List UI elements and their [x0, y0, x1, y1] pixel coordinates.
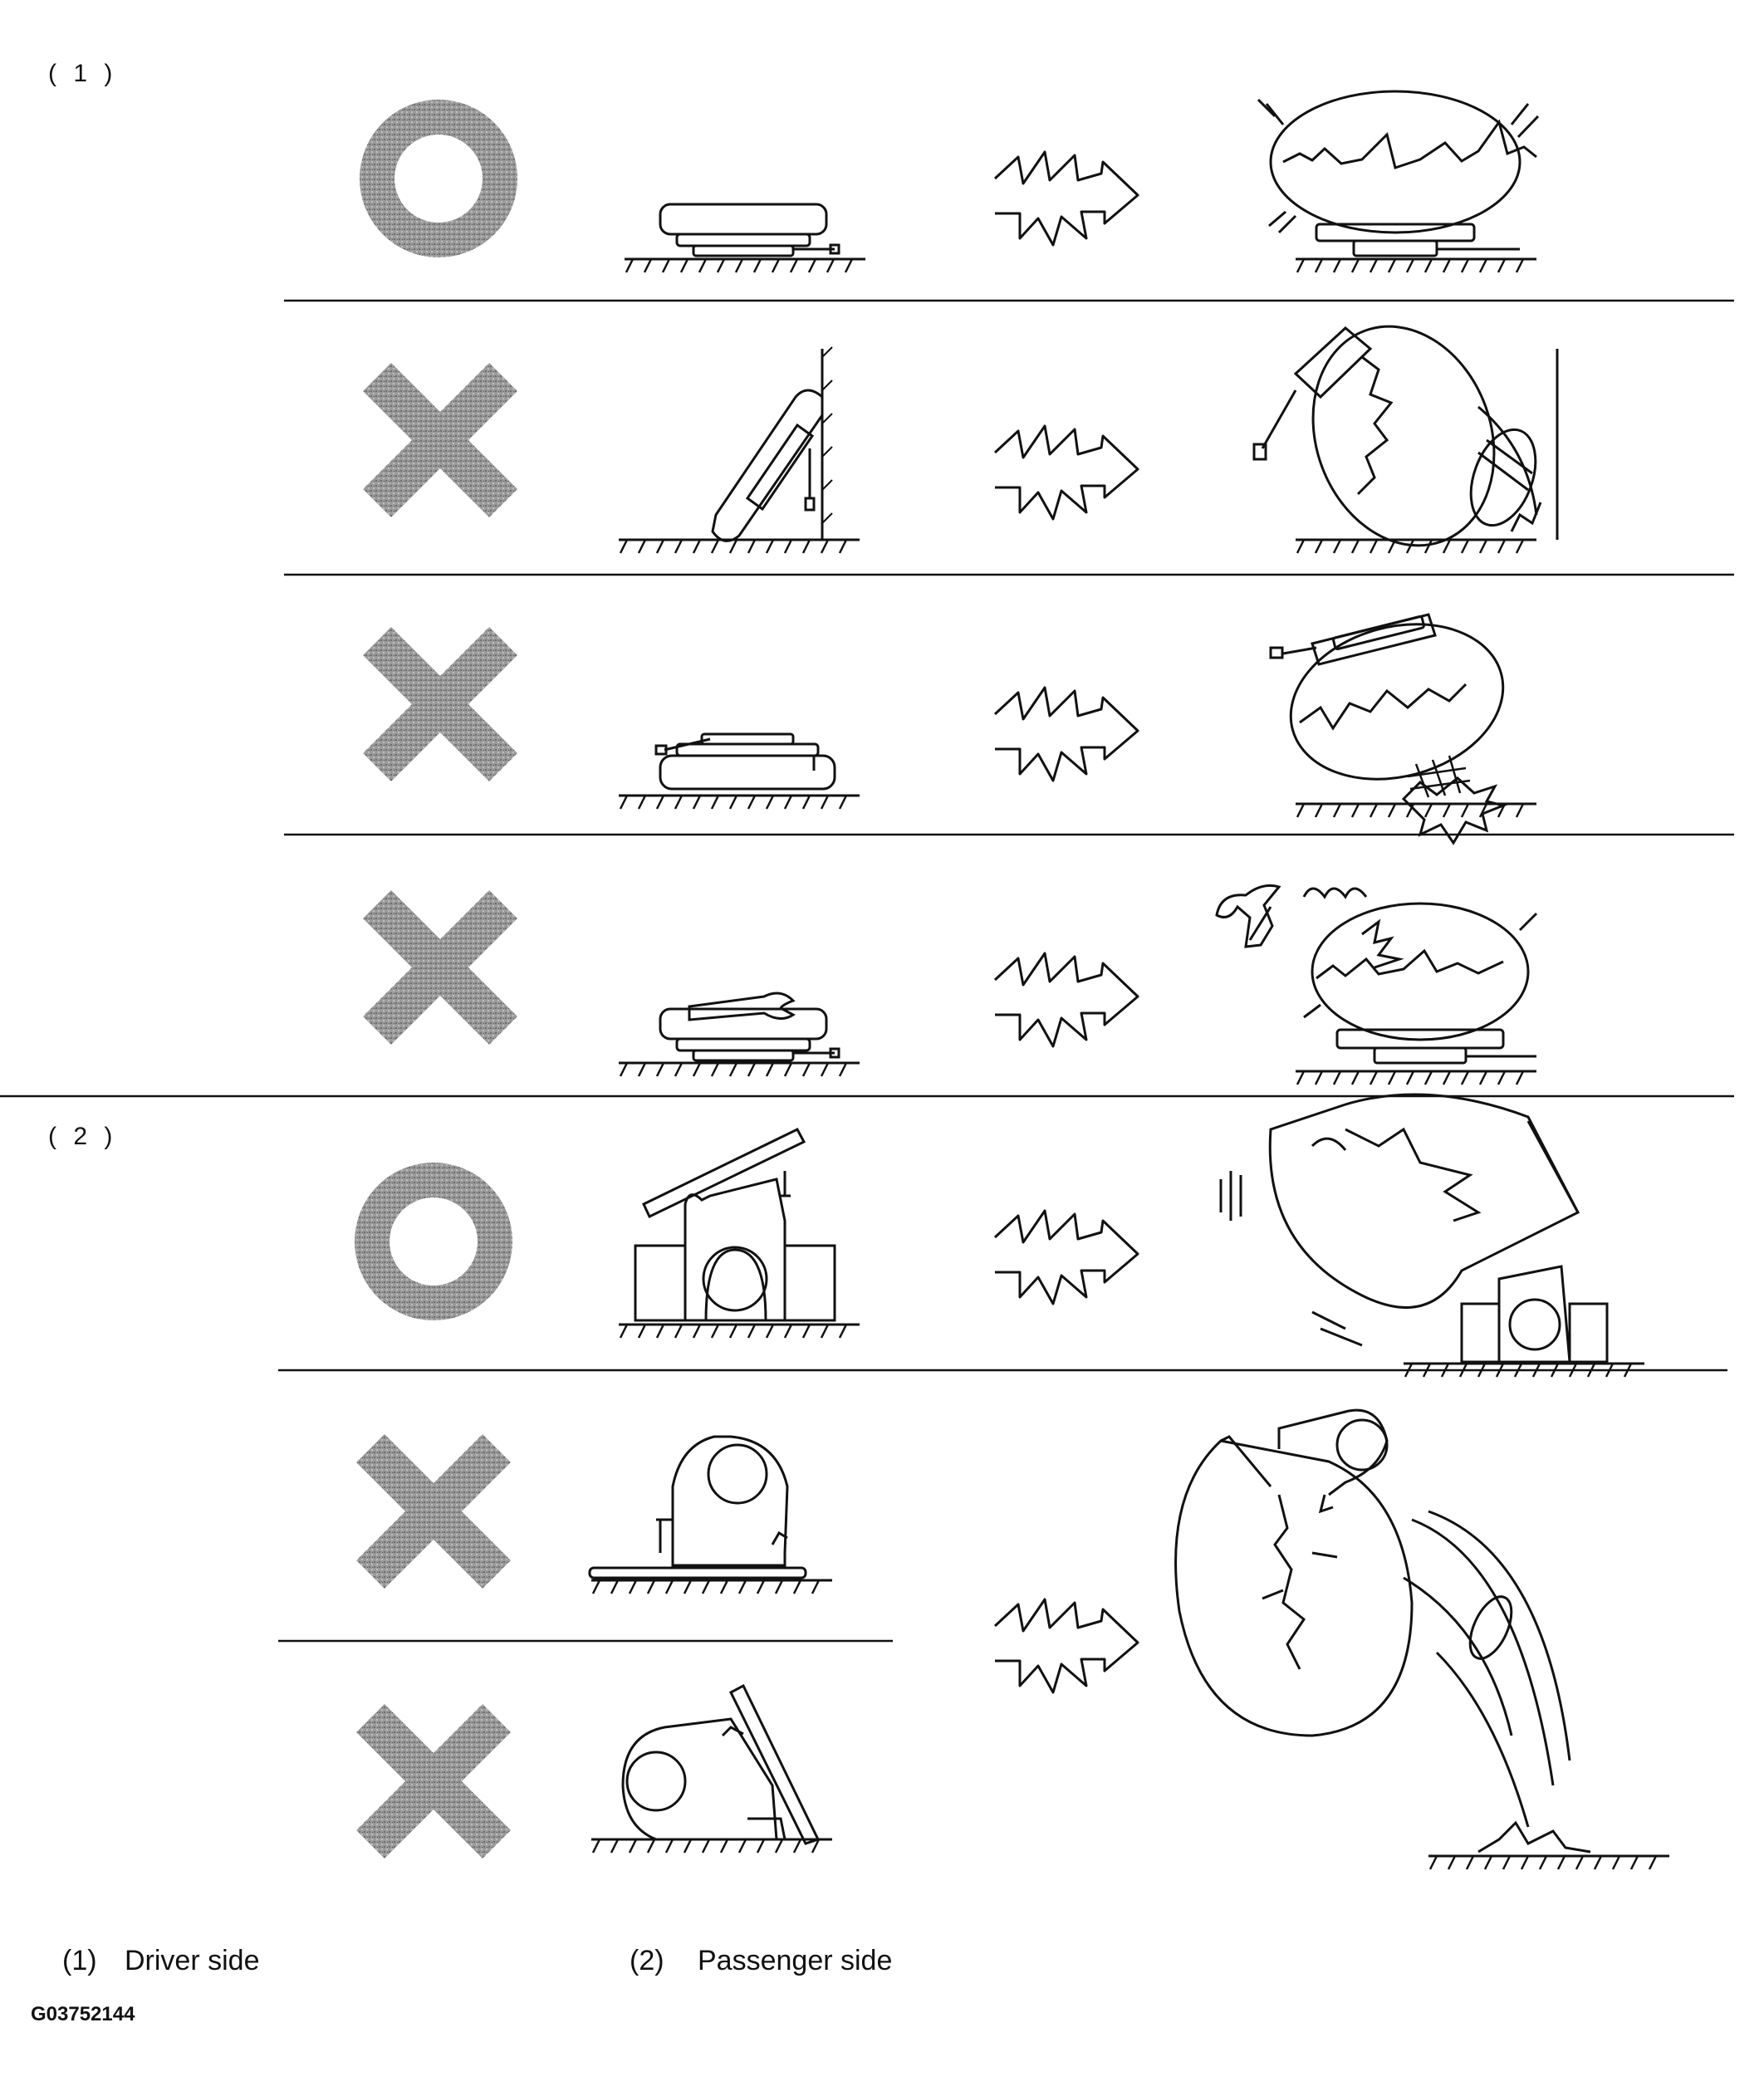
- legend-passenger-number: (2): [630, 1945, 664, 1976]
- legend-passenger-text: Passenger side: [698, 1945, 893, 1976]
- cross-icon: [370, 1448, 497, 1574]
- passenger-airbag-face-down: [590, 1437, 806, 1578]
- legend-driver-text: Driver side: [125, 1945, 260, 1976]
- airbag-with-object: [660, 993, 839, 1060]
- passenger-airbag-face-side: [623, 1686, 818, 1844]
- section-label-passenger: ( 2 ): [48, 1123, 118, 1150]
- driver-row-correct: [377, 91, 1538, 272]
- passenger-row-correct: [372, 1095, 1644, 1377]
- airbag-deployed-object: [1217, 885, 1536, 1063]
- passenger-airbag-deployed-flying: [1176, 1410, 1590, 1852]
- circle-icon: [377, 117, 500, 240]
- figure-code: G03752144: [31, 2003, 135, 2025]
- cross-icon: [377, 377, 503, 503]
- driver-row-face-down: [377, 601, 1536, 843]
- explosion-arrow-icon: [995, 152, 1138, 245]
- airbag-deployed-upright: [1258, 91, 1538, 256]
- airbag-face-down: [656, 734, 835, 789]
- explosion-arrow-icon: [995, 1599, 1138, 1692]
- cross-icon: [377, 641, 503, 767]
- cross-icon: [370, 1718, 497, 1844]
- cross-icon: [377, 904, 503, 1031]
- section-label-driver: ( 1 ): [48, 60, 118, 87]
- airbag-deployed-wall: [1254, 301, 1557, 571]
- driver-row-wall: [377, 301, 1557, 571]
- passenger-airbag-upright: [635, 1129, 835, 1320]
- passenger-row-face-down: [370, 1437, 832, 1594]
- passenger-airbag-deployed-upright: [1221, 1095, 1607, 1362]
- driver-row-object-on-top: [377, 885, 1536, 1085]
- airbag-leaning-wall: [713, 347, 832, 541]
- passenger-row-face-side: [370, 1686, 832, 1853]
- airbag-face-up: [660, 204, 839, 256]
- legend-driver-number: (1): [62, 1945, 97, 1976]
- airbag-deployed-face-down: [1271, 601, 1521, 843]
- circle-icon: [372, 1180, 495, 1303]
